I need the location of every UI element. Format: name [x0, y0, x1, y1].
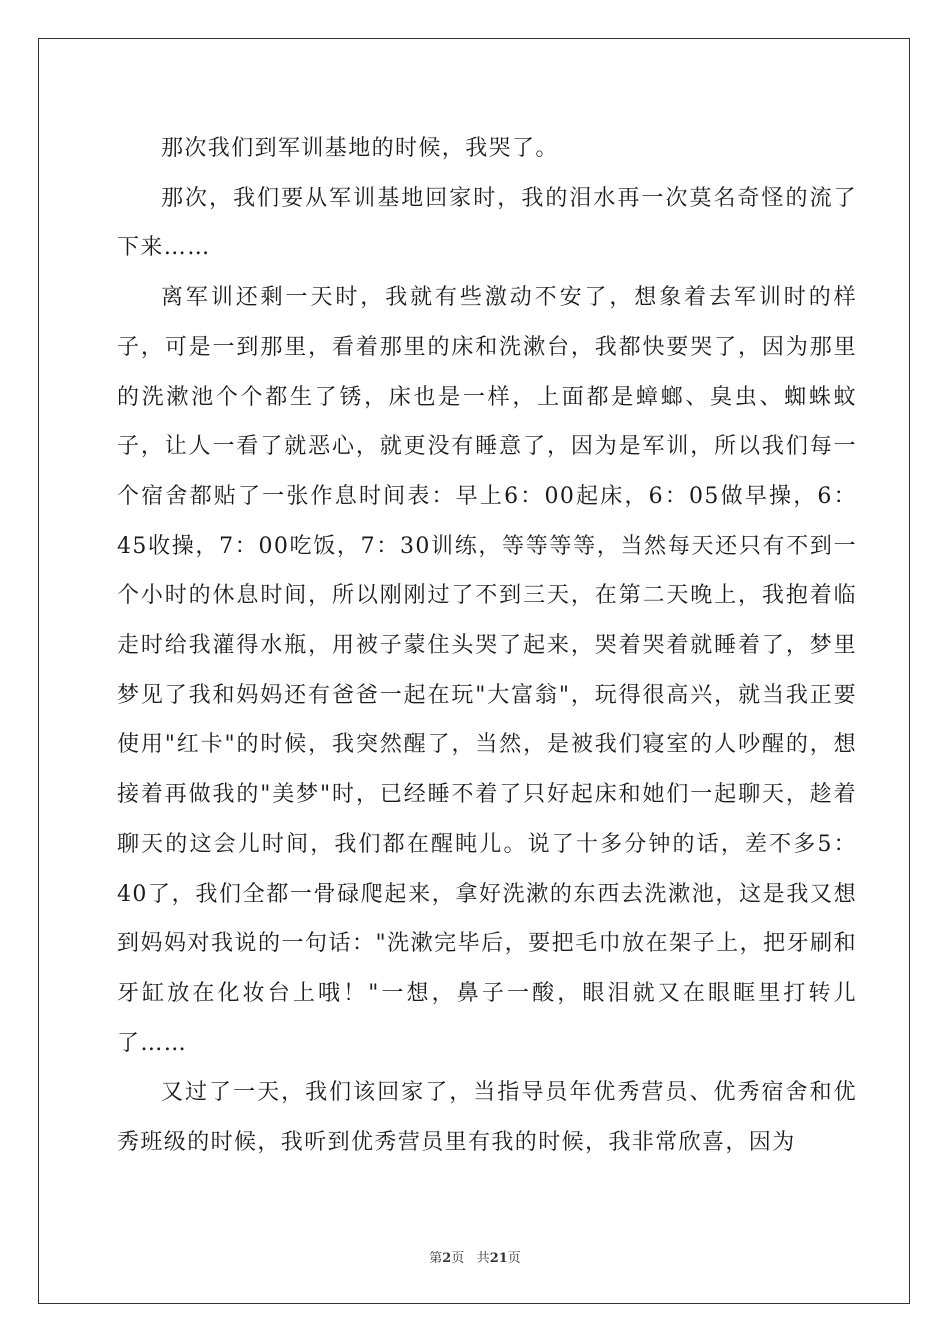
total-pages-number: 21 — [489, 1251, 508, 1266]
paragraph-3: 离军训还剩一天时，我就有些激动不安了，想象着去军训时的样子，可是一到那里，看着那里的床和洗漱台，我都快要哭了，因为那里的洗漱池个个都生了锈，床也是一样，上面都是蟑螂、臭虫、蜘蛛蚊子，让人一看了就恶心，就更没有睡意了，因为是军训，所以我们每一个宿舍都贴了一张作息时间表：早上6：00起床，6：05做早操，6：45收操，7：00吃饭，7：30训练，等等等等，当然每天还只有不到一个小时的休息时间，所以刚刚过了不到三天，在第二天晚上，我抱着临走时给我灌得水瓶，用被子蒙住头哭了起来，哭着哭着就睡着了，梦里梦见了我和妈妈还有爸爸一起在玩"大富翁"，玩得很高兴，就当我正要使用"红卡"的时候，我突然醒了，当然，是被我们寝室的人吵醒的，想接着再做我的"美梦"时，已经睡不着了只好起床和她们一起聊天，趁着聊天的这会儿时间，我们都在醒盹儿。说了十多分钟的话，差不多5：40了，我们全都一骨碌爬起来，拿好洗漱的东西去洗漱池，这是我又想到妈妈对我说的一句话："洗漱完毕后，要把毛巾放在架子上，把牙刷和牙缸放在化妆台上哦！"一想，鼻子一酸，眼泪就又在眼眶里打转儿了…… — [117, 285, 857, 1056]
current-page-number: 2 — [442, 1251, 452, 1266]
page-footer — [0, 1247, 950, 1266]
footer-page-word: 页 — [451, 1251, 465, 1266]
footer-total-prefix: 共 — [476, 1251, 490, 1266]
paragraph-2: 那次，我们要从军训基地回家时，我的泪水再一次莫名奇怪的流了下来…… — [117, 185, 857, 261]
document-body — [117, 124, 857, 1168]
footer-total-suffix: 页 — [507, 1251, 521, 1266]
footer-prefix: 第 — [429, 1251, 443, 1266]
paragraph-1: 那次我们到军训基地的时候，我哭了。 — [161, 136, 559, 161]
paragraph-4: 又过了一天，我们该回家了，当指导员年优秀营员、优秀宿舍和优秀班级的时候，我听到优秀营员里有我的时候，我非常欣喜，因为 — [117, 1080, 857, 1156]
